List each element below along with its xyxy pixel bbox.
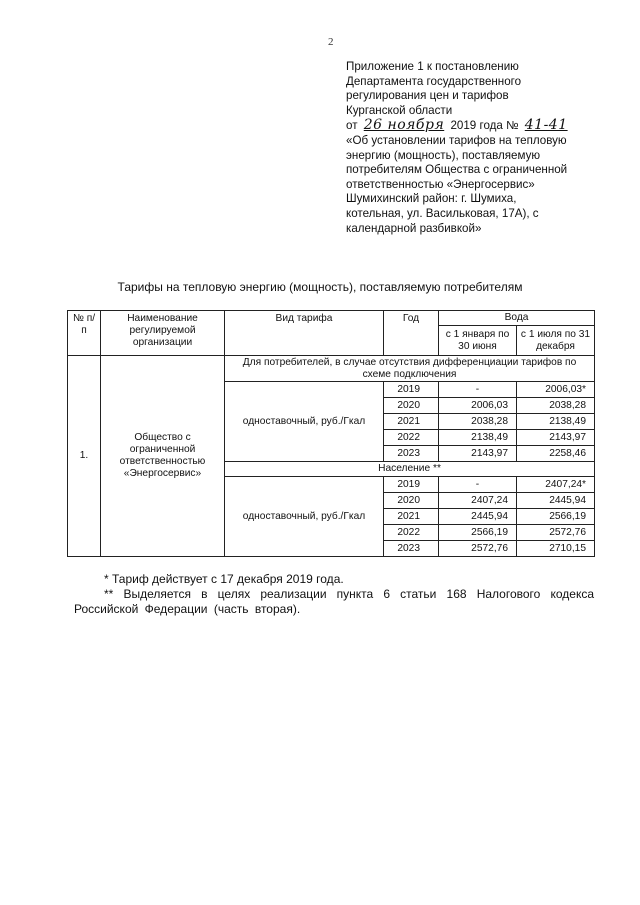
value-cell: 2407,24 — [439, 493, 517, 509]
year-cell: 2020 — [384, 493, 439, 509]
appendix-line: Шумихинский район: г. Шумиха, — [346, 192, 517, 206]
value-cell: 2138,49 — [517, 414, 595, 430]
value-cell: 2038,28 — [517, 398, 595, 414]
header-organization: Наименование регулируемой организации — [101, 311, 225, 356]
year-cell: 2019 — [384, 477, 439, 493]
year-cell: 2022 — [384, 525, 439, 541]
footnote-1: * Тариф действует с 17 декабря 2019 года. — [104, 572, 344, 586]
value-cell: 2572,76 — [517, 525, 595, 541]
year-cell: 2019 — [384, 382, 439, 398]
appendix-line: котельная, ул. Васильковая, 17А), с — [346, 206, 539, 220]
section-title: Для потребителей, в случае отсутствия дифференциации тарифов по схеме подключения — [225, 356, 595, 382]
header-second-half: с 1 июля по 31 декабря — [517, 326, 595, 356]
appendix-line: ответственностью «Энергосервис» — [346, 177, 535, 191]
footnote-2: ** Выделяется в целях реализации пункта 6 статьи 168 Налогового кодекса Российской Федерации (часть вторая). — [74, 587, 594, 616]
year-cell: 2023 — [384, 446, 439, 462]
value-cell: 2006,03 — [439, 398, 517, 414]
value-cell: 2566,19 — [517, 509, 595, 525]
appendix-line: регулирования цен и тарифов — [346, 89, 509, 103]
value-cell: 2407,24* — [517, 477, 595, 493]
value-cell: - — [439, 477, 517, 493]
tariff-table — [67, 310, 595, 557]
tariff-type-cell: одноставочный, руб./Гкал — [225, 382, 384, 462]
value-cell: 2258,46 — [517, 446, 595, 462]
value-cell: 2143,97 — [439, 446, 517, 462]
value-cell: 2038,28 — [439, 414, 517, 430]
row-number: 1. — [68, 356, 101, 557]
footnotes — [74, 572, 594, 617]
appendix-line: «Об установлении тарифов на тепловую — [346, 133, 567, 147]
tariff-type-cell: одноставочный, руб./Гкал — [225, 477, 384, 557]
appendix-date-line — [346, 118, 601, 134]
header-first-half: с 1 января по 30 июня — [439, 326, 517, 356]
year-cell: 2021 — [384, 509, 439, 525]
value-cell: 2445,94 — [517, 493, 595, 509]
value-cell: 2138,49 — [439, 430, 517, 446]
value-cell: - — [439, 382, 517, 398]
value-cell: 2006,03* — [517, 382, 595, 398]
value-cell: 2445,94 — [439, 509, 517, 525]
handwritten-date: 26 ноября — [363, 117, 445, 134]
table-title: Тарифы на тепловую энергию (мощность), поставляемую потребителям — [117, 280, 523, 294]
year-cell: 2021 — [384, 414, 439, 430]
header-water: Вода — [439, 311, 595, 326]
appendix-header — [346, 60, 601, 236]
appendix-line: Департамента государственного — [346, 74, 522, 88]
section-title: Население ** — [225, 462, 595, 477]
year-cell: 2022 — [384, 430, 439, 446]
organization-name: Общество с ограниченной ответственностью «Энергосервис» — [101, 356, 225, 557]
appendix-line: потребителям Общества с ограниченной — [346, 163, 568, 177]
header-num: № п/п — [68, 311, 101, 356]
appendix-line: энергию (мощность), поставляемую — [346, 148, 541, 162]
date-year: 2019 года № — [450, 119, 519, 133]
appendix-line: календарной разбивкой» — [346, 221, 482, 235]
value-cell: 2566,19 — [439, 525, 517, 541]
date-prefix: от — [346, 119, 358, 133]
value-cell: 2710,15 — [517, 541, 595, 557]
handwritten-number: 41-41 — [524, 117, 568, 134]
header-year: Год — [384, 311, 439, 356]
value-cell: 2572,76 — [439, 541, 517, 557]
header-tariff-type: Вид тарифа — [225, 311, 384, 356]
year-cell: 2023 — [384, 541, 439, 557]
appendix-line: Приложение 1 к постановлению — [346, 60, 519, 73]
appendix-line: Курганской области — [346, 103, 453, 117]
value-cell: 2143,97 — [517, 430, 595, 446]
page-number: 2 — [328, 36, 334, 48]
year-cell: 2020 — [384, 398, 439, 414]
